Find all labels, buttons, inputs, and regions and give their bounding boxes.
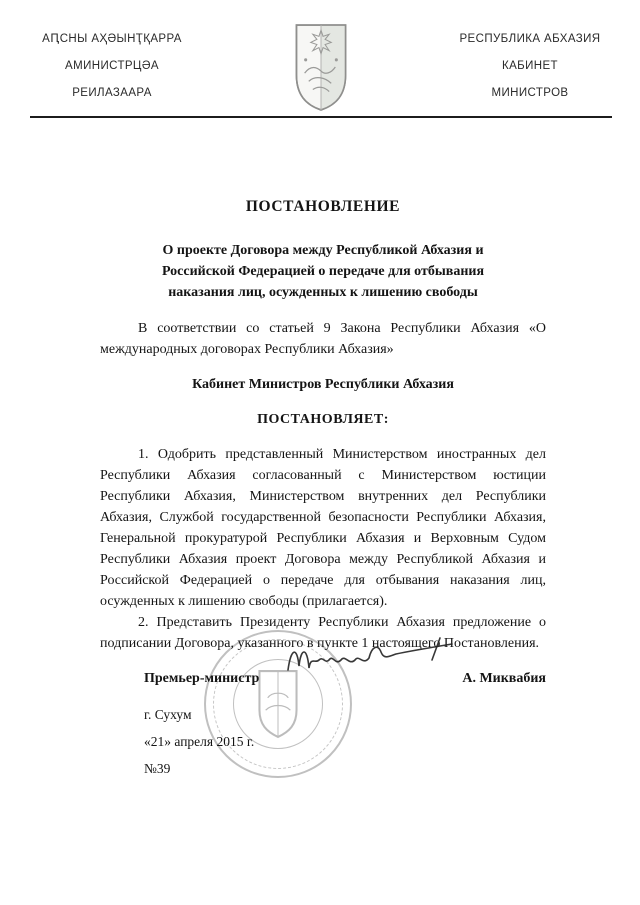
- signature-icon: [282, 636, 460, 686]
- coat-of-arms-icon: [292, 22, 350, 112]
- paragraph-1: 1. Одобрить представленный Министерством иностранных дел Республики Абхазия согласованный с Министерством юстиции Республики Абхазия, Министерством внутренних дел Республики Абхазия, Службой государственной безопасности Республики Абхазия, Генеральной прокуратурой Республики Абхазия и Верховным Судом Республики Абхазия проект Договора между Республикой Абхазия и Российской Федерацией о передаче для отбывания наказания лиц, осужденных к лишению свободы (прилагается).: [100, 447, 546, 609]
- letterhead: [32, 22, 610, 112]
- letterhead-russian: [450, 22, 610, 107]
- document-number: №39: [144, 761, 171, 776]
- intro-paragraph: В соответствии со статьей 9 Закона Республики Абхазия «О международных договорах Республики Абхазия»: [100, 321, 546, 357]
- signatory-name: А. Миквабия: [462, 671, 546, 686]
- decree-word: ПОСТАНОВЛЯЕТ:: [257, 412, 389, 427]
- subject-line2: Российской Федерацией о передаче для отбывания: [161, 264, 485, 279]
- issuing-body: Кабинет Министров Республики Абхазия: [192, 377, 454, 392]
- signature-section: [100, 668, 546, 782]
- letterhead-abkhaz-line2: АМИНИСТРЦӘА: [65, 60, 159, 72]
- document-subject: [100, 240, 546, 303]
- issue-city: г. Сухум: [144, 707, 192, 722]
- signatory-title: Премьер-министр: [144, 671, 260, 686]
- subject-line1: О проекте Договора между Республикой Абхазия и: [162, 243, 484, 258]
- paragraph-2: 2. Представить Президенту Республики Абхазия предложение о подписании Договора, указанного в пункте 1 настоящего Постановления.: [100, 615, 546, 651]
- letterhead-abkhaz: [32, 22, 192, 107]
- issue-details: [100, 701, 546, 782]
- letterhead-abkhaz-line3: РЕИЛАЗААРА: [72, 87, 152, 99]
- letterhead-russian-line1: РЕСПУБЛИКА АБХАЗИЯ: [459, 33, 601, 45]
- letterhead-russian-line3: МИНИСТРОВ: [491, 87, 569, 99]
- document-body: [100, 196, 546, 782]
- letterhead-abkhaz-line1: АԤСНЫ АҲӘЫНҬҚАРРА: [42, 33, 182, 45]
- letterhead-russian-line2: КАБИНЕТ: [502, 60, 558, 72]
- issue-date: «21» апреля 2015 г.: [144, 734, 255, 749]
- header-divider: [30, 116, 612, 118]
- subject-line3: наказания лиц, осужденных к лишению свободы: [168, 285, 478, 300]
- document-title: ПОСТАНОВЛЕНИЕ: [245, 198, 401, 215]
